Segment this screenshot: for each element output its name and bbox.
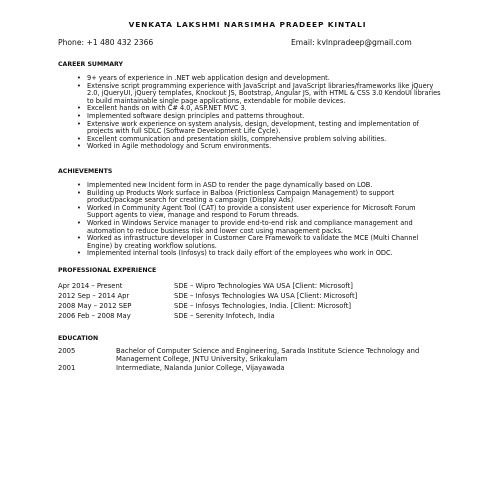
email-address: Email: kvlnpradeep@gmail.com [291, 38, 412, 47]
experience-dates: 2006 Feb – 2008 May [58, 312, 131, 320]
list-item: • Worked as infrastructure developer in Customer Care Framework to validate the MCE (Multi Channel Engine) by creating workflow solutions. [58, 235, 441, 250]
education-table [58, 348, 443, 373]
list-item: • Implemented software design principles and patterns throughout. [58, 113, 441, 121]
table-row [58, 348, 443, 364]
list-item: • Excellent communication and presentation skills, comprehensive problem solving abilities. [58, 136, 441, 144]
experience-role: SDE – Serenity Infotech, India [174, 312, 275, 320]
list-item: • Building up Products Work surface in Balboa (Frictionless Campaign Management) to support product/package search for creating a campaign (Display Ads) [58, 190, 441, 205]
achievements-heading: ACHIEVEMENTS [58, 168, 113, 175]
candidate-name: VENKATA LAKSHMI NARSIMHA PRADEEP KINTALI [128, 20, 367, 29]
education-description: Intermediate, Nalanda Junior College, Vijayawada [116, 363, 285, 372]
list-item: • Worked in Windows Service manager to provide end-to-end risk and compliance management and automation to reduce business risk and lower cost using management packs. [58, 220, 441, 235]
table-row [58, 291, 357, 301]
experience-role: SDE – Wipro Technologies WA USA [Client: Microsoft] [174, 282, 353, 290]
experience-table [58, 281, 357, 321]
education-year: 2001 [58, 363, 76, 372]
list-item: • Extensive work experience on system analysis, design, development, testing and implementation of projects with full SDLC (Software Development Life Cycle). [58, 121, 441, 136]
table-row [58, 301, 357, 311]
experience-dates: 2012 Sep – 2014 Apr [58, 292, 130, 300]
list-item: • 9+ years of experience in .NET web application design and development. [58, 75, 441, 83]
experience-dates: 2008 May – 2012 SEP [58, 302, 132, 310]
experience-heading: PROFESSIONAL EXPERIENCE [58, 267, 157, 274]
education-description: Bachelor of Computer Science and Engineering, Sarada Institute Science Technology and Management College, JNTU University, Srikakulam [116, 347, 420, 363]
phone-number: Phone: +1 480 432 2366 [58, 38, 154, 47]
list-item: • Extensive script programming experience with JavaScript and JavaScript libraries/frameworks like jQuery 2.0, jQueryUI, jQuery templates, Knockout JS, Bootstrap, Angular JS, with HTML & CSS 3.0 KendoUI libraries to build maintainable single page applications, extendable for mobile devices. [58, 83, 441, 106]
table-row [58, 281, 357, 291]
achievements-list [58, 182, 441, 258]
list-item: • Excellent hands on with C# 4.0, ASP.NET MVC 3. [58, 105, 441, 113]
experience-role: SDE – Infosys Technologies, India. [Client: Microsoft] [174, 302, 352, 310]
list-item: • Implemented new Incident form in ASD to render the page dynamically based on LOB. [58, 182, 441, 190]
list-item: • Worked in Agile methodology and Scrum environments. [58, 143, 441, 151]
table-row [58, 365, 443, 373]
list-item: • Worked in Community Agent Tool (CAT) to provide a consistent user experience for Microsoft Forum Support agents to view, manage and respond to Forum threads. [58, 205, 441, 220]
experience-dates: Apr 2014 – Present [58, 282, 123, 290]
experience-role: SDE – Infosys Technologies WA USA [Client: Microsoft] [174, 292, 358, 300]
career-summary-heading: CAREER SUMMARY [58, 61, 123, 68]
education-heading: EDUCATION [58, 335, 99, 342]
career-summary-list [58, 75, 441, 151]
education-year: 2005 [58, 347, 76, 355]
table-row [58, 311, 357, 321]
list-item: • Implemented internal tools (Infosys) to track daily effort of the employees who work in ODC. [58, 250, 441, 258]
